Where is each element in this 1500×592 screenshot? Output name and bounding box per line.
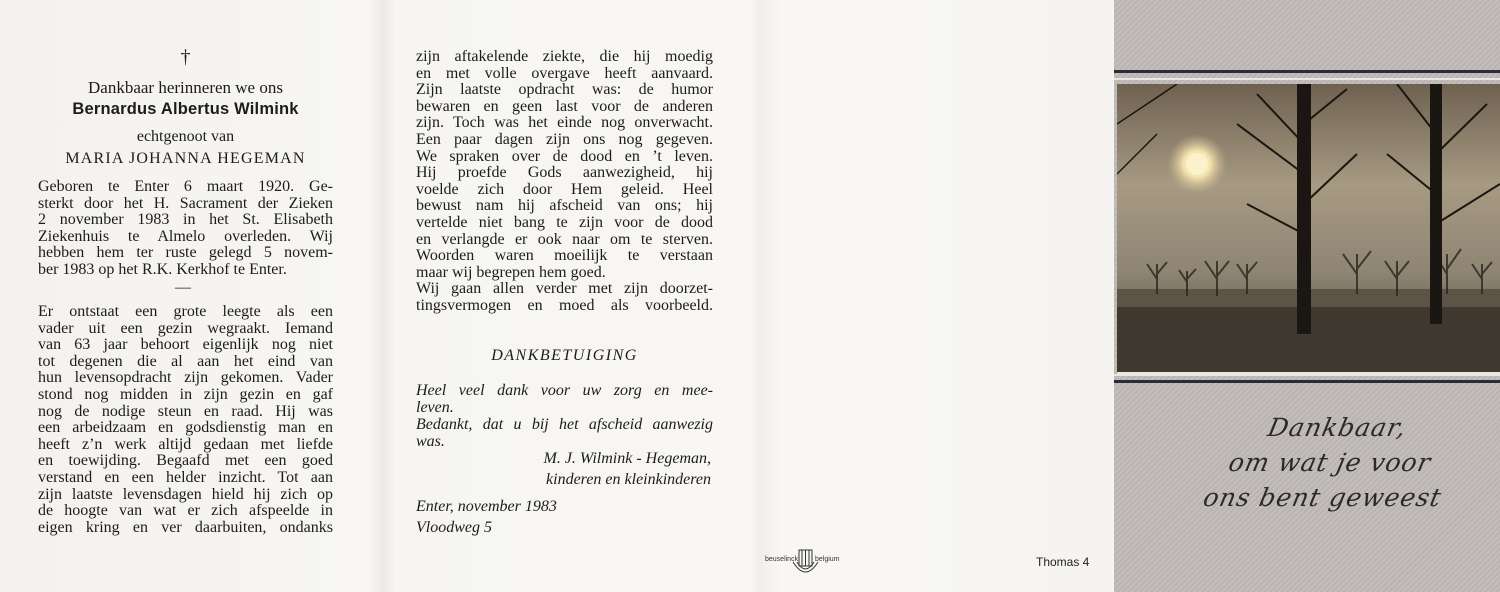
cover-text (1169, 410, 1491, 515)
tribute-line: Zijn laatste opdracht was: de humor (416, 81, 713, 99)
bio-line: sterkt door het H. Sacrament der Zieken (38, 194, 333, 212)
spouse-label: echtgenoot van (136, 128, 235, 145)
place-date: Enter, november 1983 (416, 498, 557, 515)
thanks-text (416, 382, 713, 450)
tribute-line: en verlangde er ook naar om te sterven. (416, 230, 713, 248)
thanks-heading: DANKBETUIGING (491, 347, 638, 364)
tribute-line: Wij gaan allen verder met zijn doorzet- (416, 280, 713, 298)
bio-paragraph (38, 179, 333, 279)
tribute-line: een arbeidzaam en godsdienstig man en (38, 419, 333, 437)
divider: — (175, 279, 191, 296)
deceased-name: Bernardus Albertus Wilmink (72, 100, 299, 118)
printer-name-left: beuselinck (765, 556, 799, 563)
tribute-line: vader uit een gezin wegraakt. Iemand (38, 319, 333, 337)
cover-line-1: Dankbaar, (1265, 413, 1410, 442)
tribute-line: zijn. Toch was het einde nog onverwacht. (416, 114, 713, 132)
bio-line: 2 november 1983 in het St. Elisabeth (38, 211, 333, 229)
tribute-line: stond nog midden in zijn gezin en gaf (38, 385, 333, 403)
tribute-line: bewaren en geen last voor de anderen (416, 97, 713, 115)
card-code: Thomas 4 (1036, 555, 1090, 569)
cover-line-3: ons bent geweest (1200, 483, 1445, 512)
cover-line-2: om wat je voor (1226, 448, 1434, 477)
sunset-trees-image (1117, 84, 1500, 372)
place-block (416, 496, 557, 538)
landscape-photo (1117, 84, 1500, 374)
tribute-continued (416, 49, 713, 315)
tribute-line: vertelde niet bang te zijn voor de dood (416, 213, 713, 231)
tribute-line: tingsvermogen en moed als voorbeeld. (416, 296, 713, 314)
tribute-line: zijn laatste levensdagen hield hij zich op (38, 485, 333, 503)
tribute-line: hun levensopdracht zijn gekomen. Vader (38, 369, 333, 387)
thanks-line: Heel veel dank voor uw zorg en mee- (416, 382, 713, 399)
cross-symbol: † (180, 46, 191, 68)
tribute-line: verstand en een helder inzicht. Tot aan (38, 468, 333, 486)
signature-name: M. J. Wilmink - Hegeman, (543, 450, 711, 467)
tribute-line: Een paar dagen zijn ons nog gegeven. (416, 130, 713, 148)
tribute-line: We spraken over de dood en ’t leven. (416, 147, 713, 165)
printer-name-right: belgium (815, 556, 840, 563)
tribute-line: eigen kring en ver daarbuiten, ondanks (38, 518, 333, 536)
printer-logo (763, 548, 843, 582)
tribute-paragraph (38, 304, 333, 536)
cover-band-bottom-light (1114, 374, 1500, 376)
tribute-line: Er ontstaat een grote leegte als een (38, 303, 333, 320)
bio-line: Geboren te Enter 6 maart 1920. Ge- (38, 178, 333, 195)
tribute-line: voelde zich door Hem geleid. Heel (416, 180, 713, 198)
signature-family: kinderen en kleinkinderen (546, 471, 711, 488)
tribute-line: en met volle overgave heeft aanvaard. (416, 64, 713, 82)
tribute-line: tot degenen die al aan het eind van (38, 352, 333, 370)
intro-line: Dankbaar herinneren we ons (88, 78, 283, 97)
tribute-line: heeft z’n werk altijd gedaan met liefde (38, 435, 333, 453)
tribute-line: nog de nodige steun en raad. Hij was (38, 402, 333, 420)
thanks-line: was. (416, 433, 445, 450)
tribute-line: zijn aftakelende ziekte, die hij moedig (416, 48, 713, 65)
thanks-line: leven. (416, 399, 454, 416)
cover-band-top (1114, 70, 1500, 73)
tribute-line: bewust nam hij afscheid van ons; hij (416, 197, 713, 215)
tribute-line: de hoogte van wat er zich afspeelde in (38, 502, 333, 520)
address: Vloodweg 5 (416, 519, 492, 536)
cover-band-top-light (1114, 78, 1500, 80)
bio-line: Ziekenhuis te Almelo overleden. Wij (38, 227, 333, 245)
spouse-name: MARIA JOHANNA HEGEMAN (65, 150, 306, 167)
cover-band-bottom (1114, 380, 1500, 383)
tribute-line: maar wij begrepen hem goed. (416, 263, 606, 281)
tribute-line: Hij proefde Gods aanwezigheid, hij (416, 164, 713, 182)
tribute-line: Woorden waren moeilijk te verstaan (416, 247, 713, 265)
tribute-line: en toewijding. Begaafd met een goed (38, 452, 333, 470)
signature-block (511, 448, 711, 490)
bio-line: ber 1983 op het R.K. Kerkhof te Enter. (38, 260, 287, 278)
bio-line: hebben hem ter ruste gelegd 5 novem- (38, 244, 333, 262)
tribute-line: van 63 jaar behoort eigenlijk nog niet (38, 336, 333, 354)
thanks-line: Bedankt, dat u bij het afscheid aanwezig (416, 416, 713, 433)
